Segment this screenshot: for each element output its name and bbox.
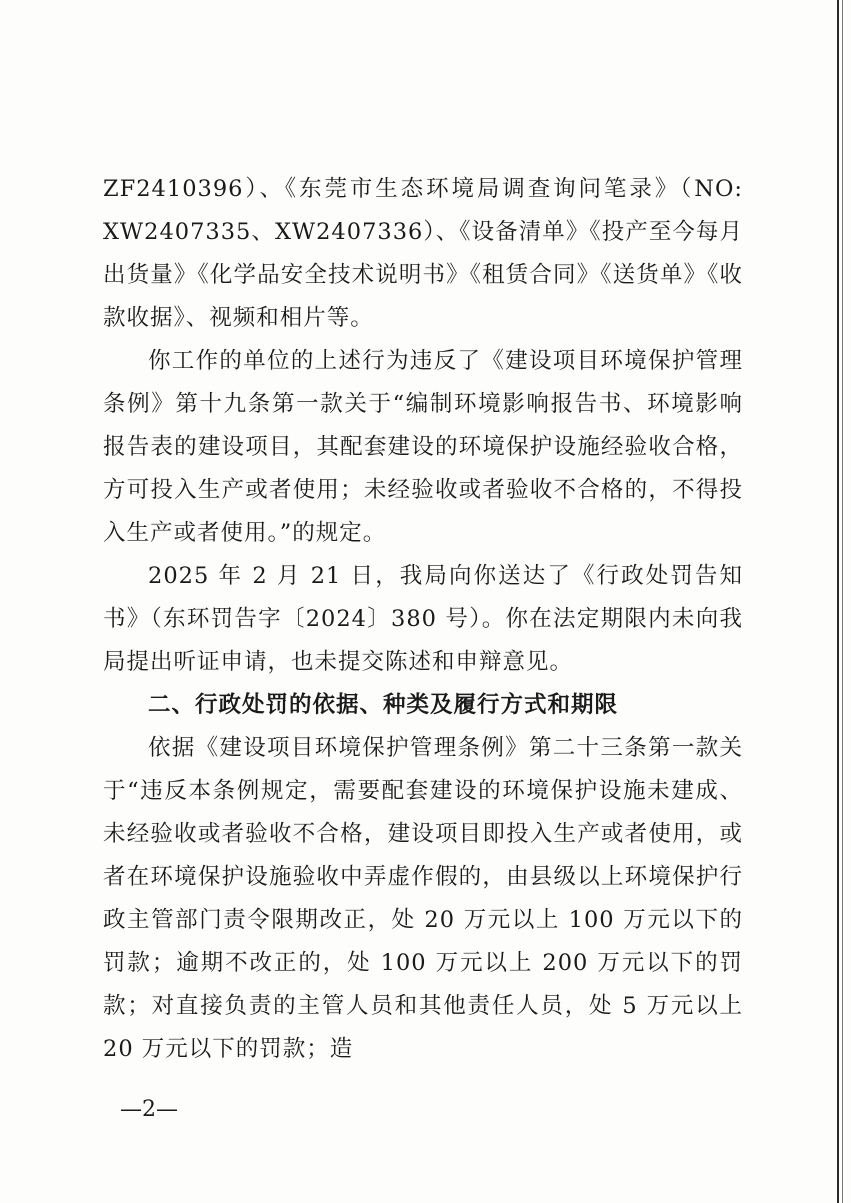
paragraph-notice-delivery: 2025 年 2 月 21 日，我局向你送达了《行政处罚告知书》（东环罚告字〔2024〕380 号）。你在法定期限内未向我局提出听证申请，也未提交陈述和申辩意见。 [103, 563, 743, 675]
page-edge-line [837, 0, 839, 1203]
document-body [103, 168, 743, 1071]
paragraph-penalty-basis: 依据《建设项目环境保护管理条例》第二十三条第一款关于“违反本条例规定，需要配套建设的环境保护设施未建成、未经验收或者验收不合格，建设项目即投入生产或者使用，或者在环境保护设施验收中弄虚作假的，由县级以上环境保护行政主管部门责令限期改正，处 20 万元以上 100 万元以下的罚款；逾期不改正的，处 100 万元以上 200 万元以下的罚款；对直接负责的主管人员和其他责任人员，处 5 万元以上 20 万元以下的罚款；造 [103, 735, 743, 1062]
section-heading: 二、行政处罚的依据、种类及履行方式和期限 [148, 692, 619, 718]
page-edge-line-secondary [842, 0, 843, 1203]
paragraph-violation-statement: 你工作的单位的上述行为违反了《建设项目环境保护管理条例》第十九条第一款关于“编制环境影响报告书、环境影响报告表的建设项目，其配套建设的环境保护设施经验收合格，方可投入生产或者使用；未经验收或者验收不合格的，不得投入生产或者使用。”的规定。 [103, 348, 743, 546]
page-number: —2— [120, 1097, 178, 1122]
paragraph-evidence-continued: ZF2410396）、《东莞市生态环境局调查询问笔录》（NO: XW2407335、XW2407336）、《设备清单》《投产至今每月出货量》《化学品安全技术说明书》《租赁合同》《送货单》《收款收据》、视频和相片等。 [103, 176, 743, 331]
